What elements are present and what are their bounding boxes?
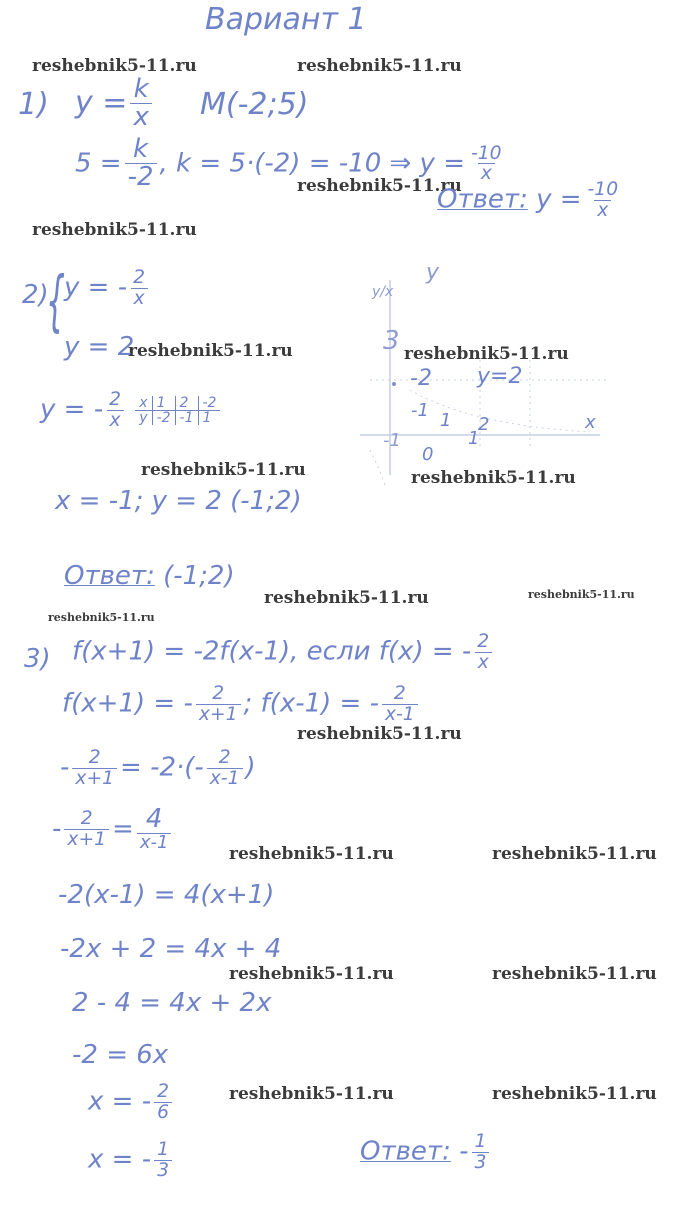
line-text: x = - [88,1086,152,1117]
graph-label: -1 [411,400,429,421]
line-text: - [52,814,62,845]
step-lhs: 5 = [75,148,122,179]
graph-y-label: y [426,260,440,285]
answer-label: Ответ: [64,561,155,591]
eq-lhs: y = - [64,272,128,303]
table-cell: -1 [175,410,198,425]
denominator: x-1 [382,704,418,725]
fraction [64,809,109,849]
graph-label: -1 [383,430,401,451]
line-text: x = - [88,1144,152,1175]
watermark: reshebnik5-11.ru [297,176,462,196]
fraction [154,1082,172,1122]
fraction [125,136,157,192]
page-title: Вариант 1 [205,2,367,37]
watermark: reshebnik5-11.ru [229,1084,394,1104]
line-text: = -2·(- [120,752,204,783]
system-brace: { [46,263,66,341]
graph-label: 2 [478,414,490,435]
numerator: 2 [109,389,121,410]
watermark: reshebnik5-11.ru [492,844,657,864]
denominator: x+1 [64,829,109,850]
denominator: x-1 [137,833,172,853]
fraction [207,748,243,788]
watermark: reshebnik5-11.ru [404,344,569,364]
fraction [474,632,492,672]
graph-x-label: x [585,412,596,433]
problem2-solution: x = -1; y = 2 (-1;2) [55,486,302,516]
graph-label: 0 [422,444,434,465]
numerator: 2 [477,631,490,652]
problem3-line: 2 - 4 = 4x + 2x [72,988,272,1018]
answer-label: Ответ: [360,1136,451,1167]
denominator: x [475,652,492,673]
problem3-line [72,632,495,672]
value-table [135,396,220,425]
hyperbola-branch [370,450,385,485]
problem1-answer [437,180,624,220]
answer-value: (-1;2) [163,561,235,591]
table-cell: -2 [198,396,220,411]
watermark: reshebnik5-11.ru [141,460,306,480]
answer-lhs: y = [536,184,582,215]
numerator: 2 [393,683,406,704]
problem3-line: -2x + 2 = 4x + 4 [60,934,282,964]
denominator: 3 [154,1160,172,1181]
denominator: -2 [125,163,157,191]
numerator: 1 [474,1131,487,1152]
func-lhs: y = - [40,394,104,425]
fraction [72,748,117,788]
numerator: 2 [88,747,101,768]
numerator: 2 [80,808,93,830]
graph-label: y/x [372,284,394,300]
table-cell: 2 [175,396,198,411]
fraction [468,144,505,184]
line-text: , если f(x) = - [290,636,472,667]
watermark: reshebnik5-11.ru [32,56,197,76]
fraction [106,390,124,430]
table-cell: 1 [198,410,220,425]
table-cell: -2 [152,410,175,425]
problem3-number: 3) [24,644,51,674]
numerator: k [133,134,149,164]
problem2-system-eq2: y = 2 [64,332,135,362]
problem3-line: -2 = 6x [72,1040,169,1070]
denominator: x [130,103,151,131]
denominator: x+1 [72,768,117,789]
answer-label: Ответ: [437,184,528,215]
fraction [382,684,418,724]
problem1-formula-lhs: y = [75,85,128,121]
line-text: ; f(x-1) = - [243,688,379,719]
intersection-point [392,382,396,386]
numerator: 2 [157,1081,169,1102]
line-text: f(x+1) = -2f(x-1) [72,636,291,667]
watermark: reshebnik5-11.ru [32,220,197,240]
line-text: f(x+1) = - [62,688,193,719]
watermark: reshebnik5-11.ru [297,56,462,76]
numerator: -10 [470,142,502,164]
line-text: = [112,814,134,845]
numerator: 2 [212,683,225,704]
line-text: - [60,752,70,783]
problem2-function [40,390,220,430]
fraction [472,1132,490,1172]
problem3-line [52,806,174,853]
denominator: 3 [472,1152,490,1173]
table-y-label: y [139,409,148,426]
watermark: reshebnik5-11.ru [492,964,657,984]
problem3-line [62,684,421,724]
problem3-answer [360,1132,492,1172]
denominator: 6 [154,1102,172,1123]
table-x-label: x [135,396,152,411]
numerator: 2 [133,267,145,288]
denominator: x [107,410,124,431]
problem2-system-eq1 [64,268,151,308]
denominator: x [478,163,495,184]
graph-label: -2 [410,366,432,391]
problem3-line [88,1082,175,1122]
problem2-answer [64,563,235,589]
denominator: x-1 [207,768,243,789]
graph-label: 1 [440,410,452,431]
problem1-point: M(-2;5) [200,87,309,122]
problem3-line [60,748,256,788]
fraction [585,180,622,220]
watermark: reshebnik5-11.ru [297,724,462,744]
numerator: 1 [157,1139,169,1160]
graph-label: y=2 [477,364,523,389]
step-middle: , k = 5·(-2) = -10 ⇒ y = [159,148,465,179]
problem3-line: -2(x-1) = 4(x+1) [58,880,275,910]
fraction [137,806,172,853]
denominator: x [131,288,148,309]
problem2-number: 2) [22,280,49,310]
line-text: ) [245,752,256,783]
graph-label: 1 [468,428,480,449]
numerator: 2 [218,747,231,768]
problem1-formula [75,76,155,132]
watermark: reshebnik5-11.ru [128,341,293,361]
watermark: reshebnik5-11.ru [492,1084,657,1104]
numerator: -10 [587,179,619,200]
fraction [130,268,148,308]
denominator: x+1 [196,704,241,725]
hyperbola-branch [410,390,590,435]
answer-sign: - [459,1136,469,1167]
table-cell: 1 [152,396,175,411]
graph-label: 3 [383,326,400,356]
denominator: x [594,200,611,221]
watermark: reshebnik5-11.ru [229,844,394,864]
watermark: reshebnik5-11.ru [411,468,576,488]
watermark: reshebnik5-11.ru [264,588,429,608]
fraction [154,1140,172,1180]
fraction [196,684,241,724]
problem3-line [88,1140,175,1180]
watermark: reshebnik5-11.ru [229,964,394,984]
numerator: 4 [145,804,163,834]
watermark: reshebnik5-11.ru [48,611,155,624]
watermark: reshebnik5-11.ru [528,588,635,601]
numerator: k [133,74,149,104]
problem1-number: 1) [18,87,49,122]
fraction [130,76,151,132]
